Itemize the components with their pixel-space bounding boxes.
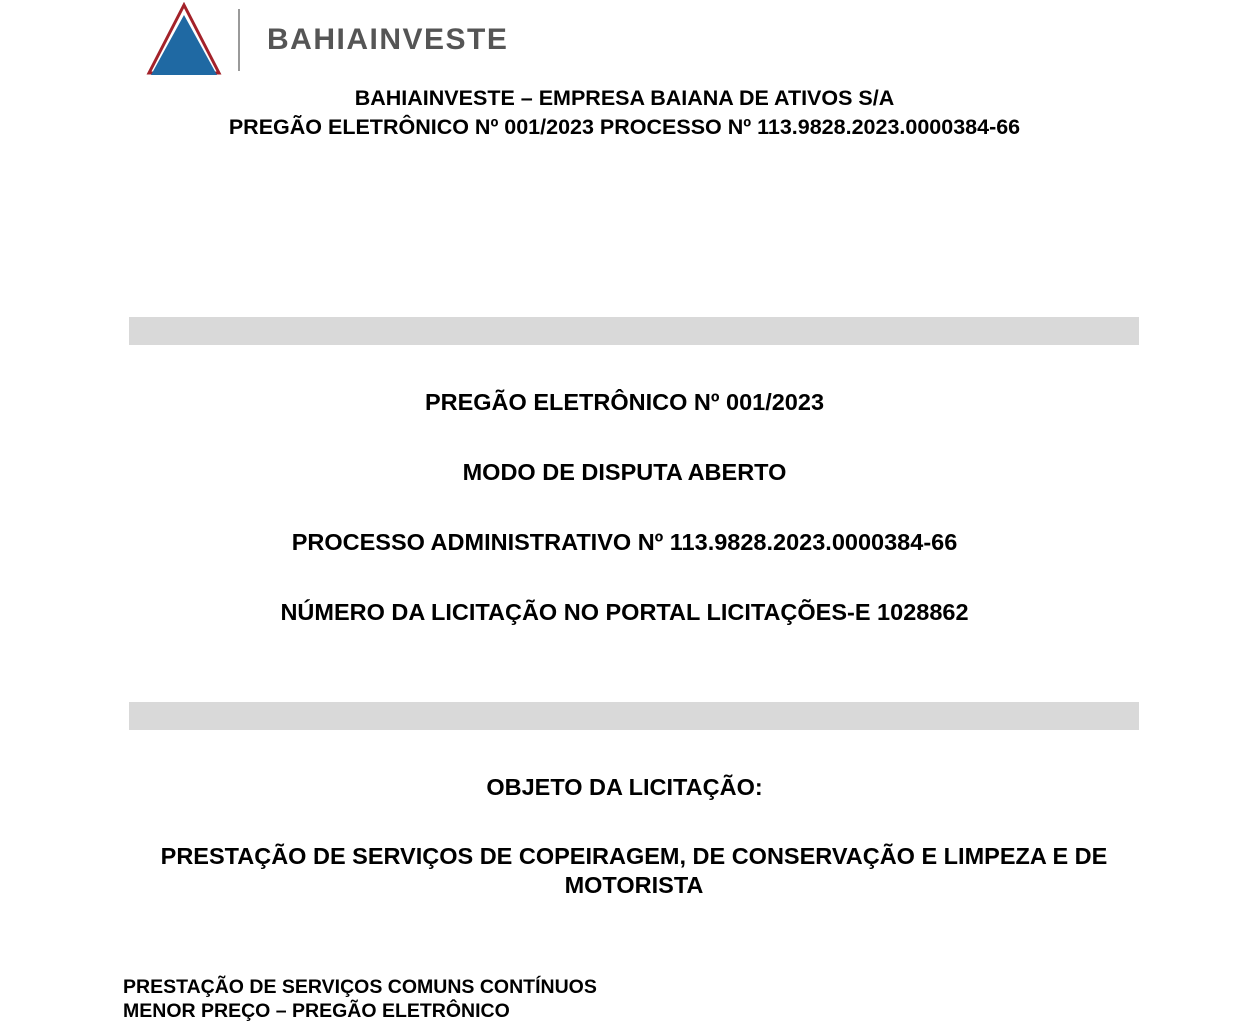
triangle-logo-icon [146,2,222,76]
objeto-description: PRESTAÇÃO DE SERVIÇOS DE COPEIRAGEM, DE CONSERVAÇÃO E LIMPEZA E DE MOTORISTA [160,843,1108,898]
header-process-line: PREGÃO ELETRÔNICO Nº 001/2023 PROCESSO Nº 113.9828.2023.0000384-66 [228,115,1021,139]
footer-line-2: MENOR PREÇO – PREGÃO ELETRÔNICO [123,1000,510,1022]
footer-line-1: PRESTAÇÃO DE SERVIÇOS COMUNS CONTÍNUOS [123,976,597,998]
bahiainveste-logo [146,2,509,76]
header-company: BAHIAINVESTE – EMPRESA BAIANA DE ATIVOS S/A [354,86,895,110]
logo-divider [238,9,240,71]
gray-band-top [129,317,1139,345]
logo-brand-text: BAHIAINVESTE [267,23,509,56]
modo-disputa: MODO DE DISPUTA ABERTO [462,459,787,485]
numero-licitacao: NÚMERO DA LICITAÇÃO NO PORTAL LICITAÇÕES-E 1028862 [280,599,969,625]
objeto-heading: OBJETO DA LICITAÇÃO: [486,774,763,800]
gray-band-bottom [129,702,1139,730]
pregao-title: PREGÃO ELETRÔNICO Nº 001/2023 [424,389,825,415]
processo-administrativo: PROCESSO ADMINISTRATIVO Nº 113.9828.2023.0000384-66 [291,529,958,555]
